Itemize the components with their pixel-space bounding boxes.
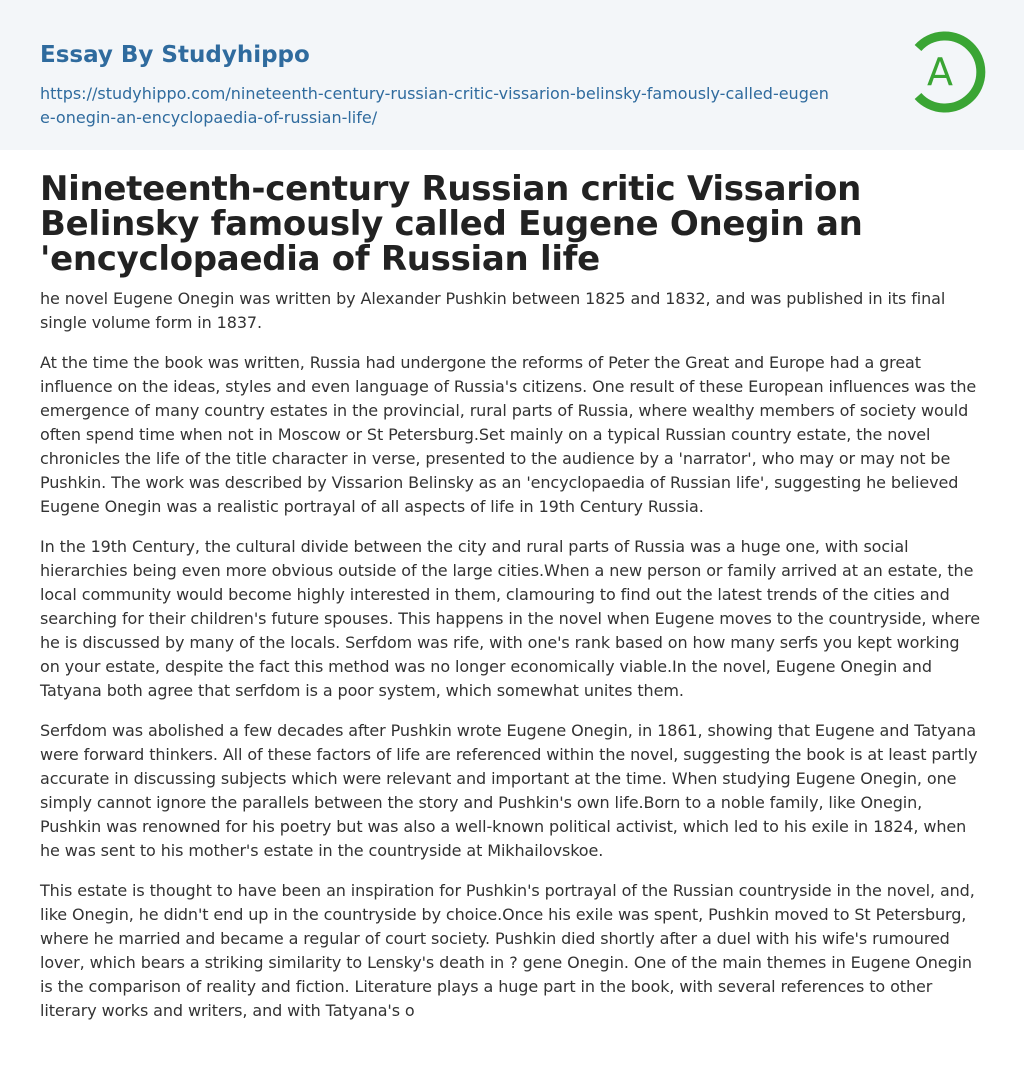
article-paragraph: In the 19th Century, the cultural divide between the city and rural parts of Russia was a huge one, with social hierarchies being even more obvious outside of the large cities.When a new person or family arrived at an estate, the local community would become highly interested in them, clamouring to find out the latest trends of the cities and searching for their children's future spouses. This happens in the novel when Eugene moves to the countryside, where he is discussed by many of the locals. Serfdom was rife, with one's rank based on how many serfs you kept working on your estate, despite the fact this method was no longer economically viable.In the novel, Eugene Onegin and Tatyana both agree that serfdom is a poor system, which somewhat unites them. (40, 537, 981, 700)
studyhippo-logo-icon[interactable] (912, 29, 986, 115)
brand-title[interactable]: Essay By Studyhippo (40, 42, 310, 68)
article-paragraph: Serfdom was abolished a few decades after Pushkin wrote Eugene Onegin, in 1861, showing that Eugene and Tatyana were forward thinkers. All of these factors of life are referenced within the novel, suggesting the book is at least partly accurate in discussing subjects which were relevant and important at the time. When studying Eugene Onegin, one simply cannot ignore the parallels between the story and Pushkin's own life.Born to a noble family, like Onegin, Pushkin was renowned for his poetry but was also a well-known political activist, which led to his exile in 1824, when he was sent to his mother's estate in the countryside at Mikhailovskoe. (40, 721, 978, 860)
article (0, 169, 1024, 1023)
page-title: Nineteenth-century Russian critic Vissarion Belinsky famously called Eugene Onegin an 'encyclopaedia of Russian life (40, 169, 863, 279)
svg-text:A: A (927, 50, 953, 94)
article-paragraph: he novel Eugene Onegin was written by Alexander Pushkin between 1825 and 1832, and was published in its final single volume form in 1837. (40, 289, 946, 332)
article-paragraph: This estate is thought to have been an inspiration for Pushkin's portrayal of the Russian countryside in the novel, and, like Onegin, he didn't end up in the countryside by choice.Once his exile was spent, Pushkin moved to St Petersburg, where he married and became a regular of court society. Pushkin died shortly after a duel with his wife's rumoured lover, which bears a striking similarity to Lensky's death in ? gene Onegin. One of the main themes in Eugene Onegin is the comparison of reality and fiction. Literature plays a huge part in the book, with several references to other literary works and writers, and with Tatyana's o (40, 881, 975, 1020)
article-paragraph: At the time the book was written, Russia had undergone the reforms of Peter the Great and Europe had a great influence on the ideas, styles and even language of Russia's citizens. One result of these European influences was the emergence of many country estates in the provincial, rural parts of Russia, where wealthy members of society would often spend time when not in Moscow or St Petersburg.Set mainly on a typical Russian country estate, the novel chronicles the life of the title character in verse, presented to the audience by a 'narrator', who may or may not be Pushkin. The work was described by Vissarion Belinsky as an 'encyclopaedia of Russian life', suggesting he believed Eugene Onegin was a realistic portrayal of all aspects of life in 19th Century Russia. (40, 353, 977, 516)
source-url-link[interactable]: https://studyhippo.com/nineteenth-century-russian-critic-vissarion-belinsky-famously-called-eugene-onegin-an-encyclopaedia-of-russian-life/ (40, 84, 829, 127)
site-header (0, 0, 1024, 150)
